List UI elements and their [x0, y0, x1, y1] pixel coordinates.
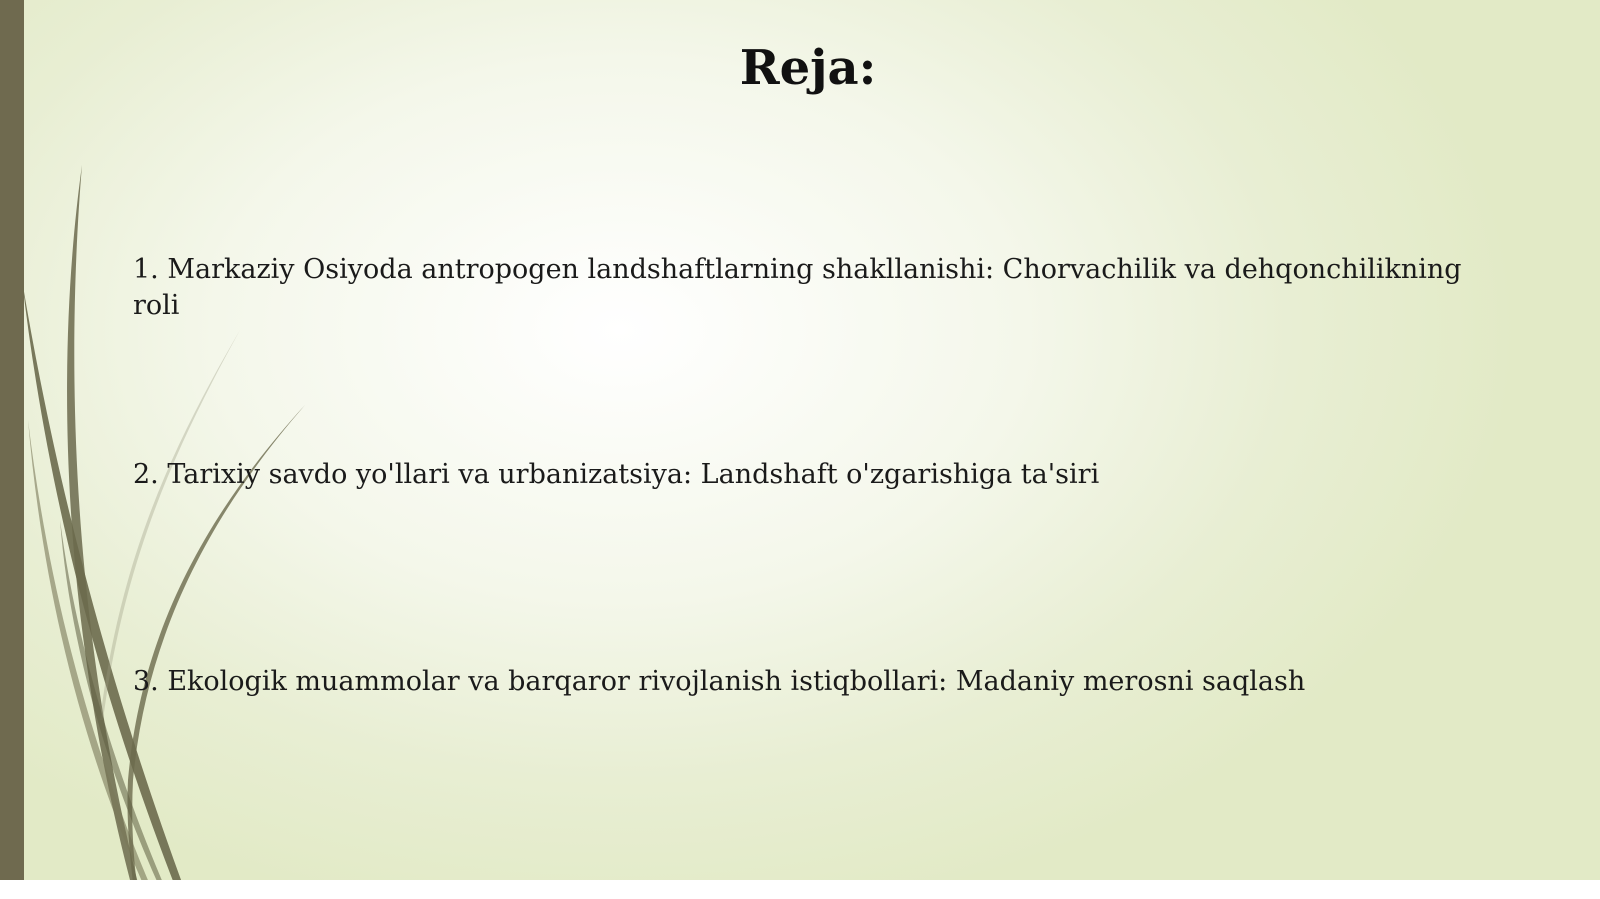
agenda-item-2: 2. Tarixiy savdo yo'llari va urbanizatsiya: Landshaft o'zgarishiga ta'siri — [133, 459, 1100, 490]
bottom-strip — [0, 880, 1600, 899]
slide-title: Reja: — [739, 40, 877, 96]
agenda-item-1: 1. Markaziy Osiyoda antropogen landshaftlarning shakllanishi: Chorvachilik va dehqonchilikning roli — [133, 254, 1462, 321]
agenda-item-3: 3. Ekologik muammolar va barqaror rivojlanish istiqbollari: Madaniy merosni saqlash — [133, 666, 1306, 697]
grass-decoration-icon — [0, 0, 330, 899]
